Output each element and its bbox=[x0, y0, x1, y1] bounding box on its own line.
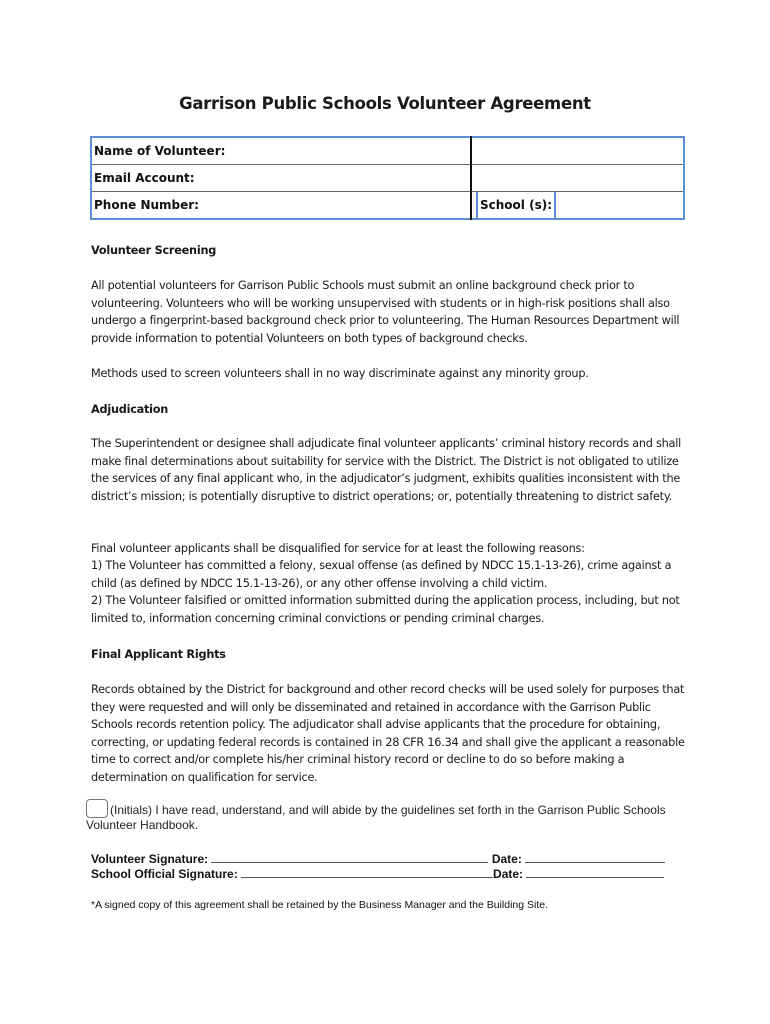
screening-nondiscrimination: Methods used to screen volunteers shall in no way discriminate against any minority group. bbox=[91, 367, 589, 380]
volunteer-date-field[interactable] bbox=[525, 851, 665, 863]
volunteer-info-table bbox=[90, 136, 685, 220]
phone-label-text: Phone Number: bbox=[94, 198, 199, 212]
initials-acknowledgement bbox=[86, 799, 686, 833]
official-signature-row bbox=[91, 866, 691, 881]
volunteer-signature-label: Volunteer Signature: bbox=[91, 852, 209, 866]
school-cell bbox=[471, 192, 684, 220]
official-signature-label: School Official Signature: bbox=[91, 867, 238, 881]
email-row bbox=[91, 165, 684, 192]
document-title: Garrison Public Schools Volunteer Agreement bbox=[179, 94, 591, 113]
official-signature-field[interactable] bbox=[241, 866, 493, 878]
phone-label bbox=[91, 192, 471, 220]
disqualify-reason-2: 2) The Volunteer falsified or omitted information submitted during the application process, including, but not limited to, information concerning criminal convictions or pending criminal charges. bbox=[91, 594, 680, 625]
school-label: School (s): bbox=[476, 192, 556, 218]
volunteer-signature-row bbox=[91, 851, 691, 866]
disqualify-intro: Final volunteer applicants shall be disqualified for service for at least the following reasons: bbox=[91, 542, 585, 555]
rights-heading: Final Applicant Rights bbox=[91, 648, 226, 661]
phone-row bbox=[91, 192, 684, 220]
footnote: *A signed copy of this agreement shall be retained by the Business Manager and the Building Site. bbox=[91, 899, 549, 911]
volunteer-date-label: Date: bbox=[491, 852, 522, 866]
official-date-label: Date: bbox=[493, 867, 524, 881]
name-row bbox=[91, 137, 684, 165]
volunteer-signature-field[interactable] bbox=[211, 851, 488, 863]
initials-text: (Initials) I have read, understand, and will abide by the guidelines set forth in the Garrison Public Schools Volunteer Handbook. bbox=[86, 803, 666, 832]
name-field[interactable] bbox=[471, 137, 684, 165]
adjudication-paragraph: The Superintendent or designee shall adjudicate final volunteer applicants’ criminal history records and shall make final determinations about suitability for service with the District. The District is not obligated to utilize the services of any final applicant who, in the adjudicator’s judgment, exhibits qualities inconsistent with the district’s mission; is potentially disruptive to district operations; or, potentially threatening to district safety. bbox=[91, 437, 682, 503]
adjudication-heading: Adjudication bbox=[91, 403, 169, 416]
disqualify-reason-1: 1) The Volunteer has committed a felony, sexual offense (as defined by NDCC 15.1-13-26), crime against a child (as defined by NDCC 15.1-13-26), or any other offense involving a child victim. bbox=[91, 559, 672, 590]
school-field[interactable] bbox=[556, 192, 683, 218]
email-field[interactable] bbox=[471, 165, 684, 192]
email-label: Email Account: bbox=[91, 165, 471, 192]
rights-paragraph: Records obtained by the District for background and other record checks will be used solely for purposes that they were requested and will only be disseminated and retained in accordance with the Garrison Public Schools records retention policy. The adjudicator shall advise applicants that the procedure for obtaining, correcting, or updating federal records is contained in 28 CFR 16.34 and shall give the applicant a reasonable time to correct and/or complete his/her criminal history record or decline to do so before making a determination on qualification for service. bbox=[91, 683, 685, 784]
official-date-field[interactable] bbox=[526, 866, 664, 878]
screening-heading: Volunteer Screening bbox=[91, 244, 217, 257]
screening-paragraph: All potential volunteers for Garrison Public Schools must submit an online background check prior to volunteering. Volunteers who will be working unsupervised with students or in high-risk positions shall also undergo a fingerprint-based background check prior to volunteering. The Human Resources Department will provide information to potential Volunteers on both types of background checks. bbox=[91, 279, 680, 345]
name-label: Name of Volunteer: bbox=[91, 137, 471, 165]
initials-field[interactable] bbox=[86, 799, 108, 818]
